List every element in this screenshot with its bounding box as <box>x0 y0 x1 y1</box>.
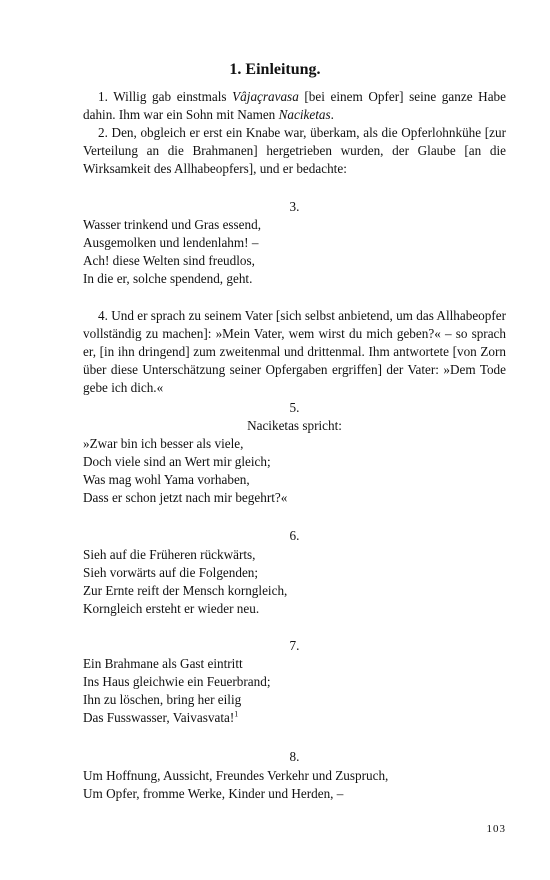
verse-line: Um Opfer, fromme Werke, Kinder und Herden, – <box>83 786 344 801</box>
verse-5-number: 5. <box>289 400 300 415</box>
verse-line: Zur Ernte reift der Mensch korngleich, <box>83 583 288 598</box>
verse-line: Um Hoffnung, Aussicht, Freundes Verkehr und Zuspruch, <box>83 768 389 783</box>
paragraph-4: 4. Und er sprach zu seinem Vater [sich selbst anbietend, um das Allhabeopfer vollständig zu machen]: »Mein Vater, wem wirst du mich geben?« – so sprach er, [in ihn dringend] zum zweitenmal und drittenmal. Ihm antwortete [von Zorn über diese Unterschätzung seiner Opfergaben ergriffen] der Vater: »Dem Tode gebe ich dich.« <box>83 308 506 395</box>
verse-line: Dass er schon jetzt nach mir begehrt?« <box>83 490 288 505</box>
paragraph-1-end: . <box>330 107 334 122</box>
verse-line: »Zwar bin ich besser als viele, <box>83 436 244 451</box>
paragraph-2: 2. Den, obgleich er erst ein Knabe war, überkam, als die Opferlohnkühe [zur Verteilung an die Brahmanen] hergetrieben wurden, der Glaube [an die Wirksamkeit des Allhabeopfers], und er bedachte: <box>83 125 506 176</box>
verse-line-text: Das Fusswasser, Vaivasvata! <box>83 710 235 725</box>
paragraph-1-start: 1. Willig gab einstmals <box>98 89 233 104</box>
verse-line: Ins Haus gleichwie ein Feuerbrand; <box>83 674 271 689</box>
verse-line-last <box>83 709 506 727</box>
verse-line: Ach! diese Welten sind freudlos, <box>83 253 255 268</box>
verse-line: Was mag wohl Yama vorhaben, <box>83 472 250 487</box>
verse-5 <box>83 435 506 507</box>
verse-line: Doch viele sind an Wert mir gleich; <box>83 454 271 469</box>
name-vajacravasa: Vâjaçravasa <box>232 89 299 104</box>
verse-6 <box>83 546 506 618</box>
verse-line: Ausgemolken und lendenlahm! – <box>83 235 259 250</box>
verse-line: Sieh vorwärts auf die Folgenden; <box>83 565 259 580</box>
verse-line: In die er, solche spendend, geht. <box>83 271 253 286</box>
name-naciketas: Naciketas <box>278 107 331 122</box>
verse-3-number: 3. <box>289 199 300 214</box>
verse-7 <box>83 655 506 727</box>
verse-6-number: 6. <box>289 528 300 543</box>
verse-line: Korngleich ersteht er wieder neu. <box>83 601 260 616</box>
paragraph-1-middle: [bei einem Opfer] seine ganze Habe dahin. Ihm war ein Sohn mit Namen <box>83 89 506 122</box>
chapter-title: 1. Einleitung. <box>229 61 321 78</box>
page-number: 103 <box>486 823 506 835</box>
verse-7-number: 7. <box>289 638 300 653</box>
speaker-label: Naciketas spricht: <box>247 418 342 433</box>
verse-line: Wasser trinkend und Gras essend, <box>83 217 262 232</box>
paragraph-1 <box>83 88 506 124</box>
verse-3 <box>83 216 506 288</box>
verse-8 <box>83 767 506 803</box>
verse-line: Sieh auf die Früheren rückwärts, <box>83 547 256 562</box>
footnote-marker[interactable]: 1 <box>234 709 239 719</box>
verse-line: Ihn zu löschen, bring her eilig <box>83 692 242 707</box>
verse-line: Ein Brahmane als Gast eintritt <box>83 656 243 671</box>
verse-8-number: 8. <box>289 749 300 764</box>
